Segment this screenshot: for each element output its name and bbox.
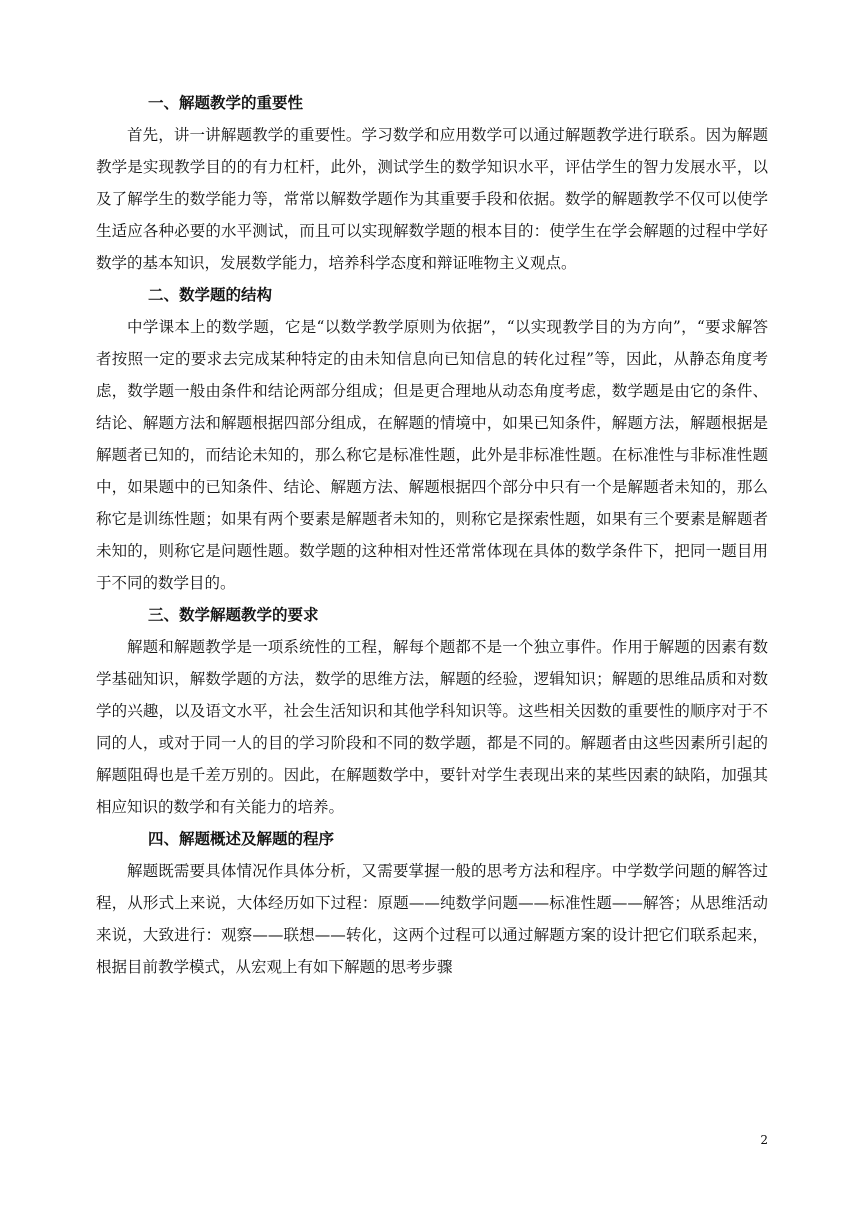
paragraph-requirements: 解题和解题教学是一项系统性的工程，解每个题都不是一个独立事件。作用于解题的因素有数学基础知识，解数学题的方法，数学的思维方法，解题的经验，逻辑知识；解题的思维品质和对数学的兴趣，以及语文水平，社会生活知识和其他学科知识等。这些相关因数的重要性的顺序对于不同的人，或对于同一人的目的学习阶段和不同的数学题，都是不同的。解题者由这些因素所引起的解题阻碍也是千差万别的。因此，在解题数学中，要针对学生表现出来的某些因素的缺陷，加强其相应知识的数学和有关能力的培养。 bbox=[96, 638, 768, 816]
section-heading-requirements: 三、数学解题教学的要求 bbox=[148, 606, 319, 624]
section-heading-importance: 一、解题教学的重要性 bbox=[148, 94, 304, 112]
paragraph-importance: 首先，讲一讲解题教学的重要性。学习数学和应用数学可以通过解题教学进行联系。因为解题教学是实现教学目的的有力杠杆，此外，测试学生的数学知识水平，评估学生的智力发展水平，以及了解学生的数学能力等，常常以解数学题作为其重要手段和依据。数学的解题教学不仅可以使学生适应各种必要的水平测试，而且可以实现解数学题的根本目的：使学生在学会解题的过程中学好数学的基本知识，发展数学能力，培养科学态度和辩证唯物主义观点。 bbox=[96, 126, 768, 272]
paragraph-procedure: 解题既需要具体情况作具体分析，又需要掌握一般的思考方法和程序。中学数学问题的解答过程，从形式上来说，大体经历如下过程：原题——纯数学问题——标准性题——解答；从思维活动来说，大致进行：观察——联想——转化，这两个过程可以通过解题方案的设计把它们联系起来，根据目前教学模式，从宏观上有如下解题的思考步骤 bbox=[96, 862, 768, 976]
section-heading-procedure: 四、解题概述及解题的程序 bbox=[148, 830, 335, 848]
paragraph-structure: 中学课本上的数学题，它是“以数学教学原则为依据”，“以实现教学目的为方向”，“要求解答者按照一定的要求去完成某种特定的由未知信息向已知信息的转化过程”等，因此，从静态角度考虑，数学题一般由条件和结论两部分组成；但是更合理地从动态角度考虑，数学题是由它的条件、结论、解题方法和解题根据四部分组成，在解题的情境中，如果已知条件，解题方法，解题根据是解题者已知的，而结论未知的，那么称它是标准性题，此外是非标准性题。在标准性与非标准性题中，如果题中的已知条件、结论、解题方法、解题根据四个部分中只有一个是解题者未知的，那么称它是训练性题；如果有两个要素是解题者未知的，则称它是探索性题，如果有三个要素是解题者未知的，则称它是问题性题。数学题的这种相对性还常常体现在具体的数学条件下，把同一题目用于不同的数学目的。 bbox=[96, 318, 768, 592]
section-heading-structure: 二、数学题的结构 bbox=[148, 286, 273, 304]
page-body bbox=[96, 87, 768, 983]
page-number: 2 bbox=[760, 1133, 768, 1147]
